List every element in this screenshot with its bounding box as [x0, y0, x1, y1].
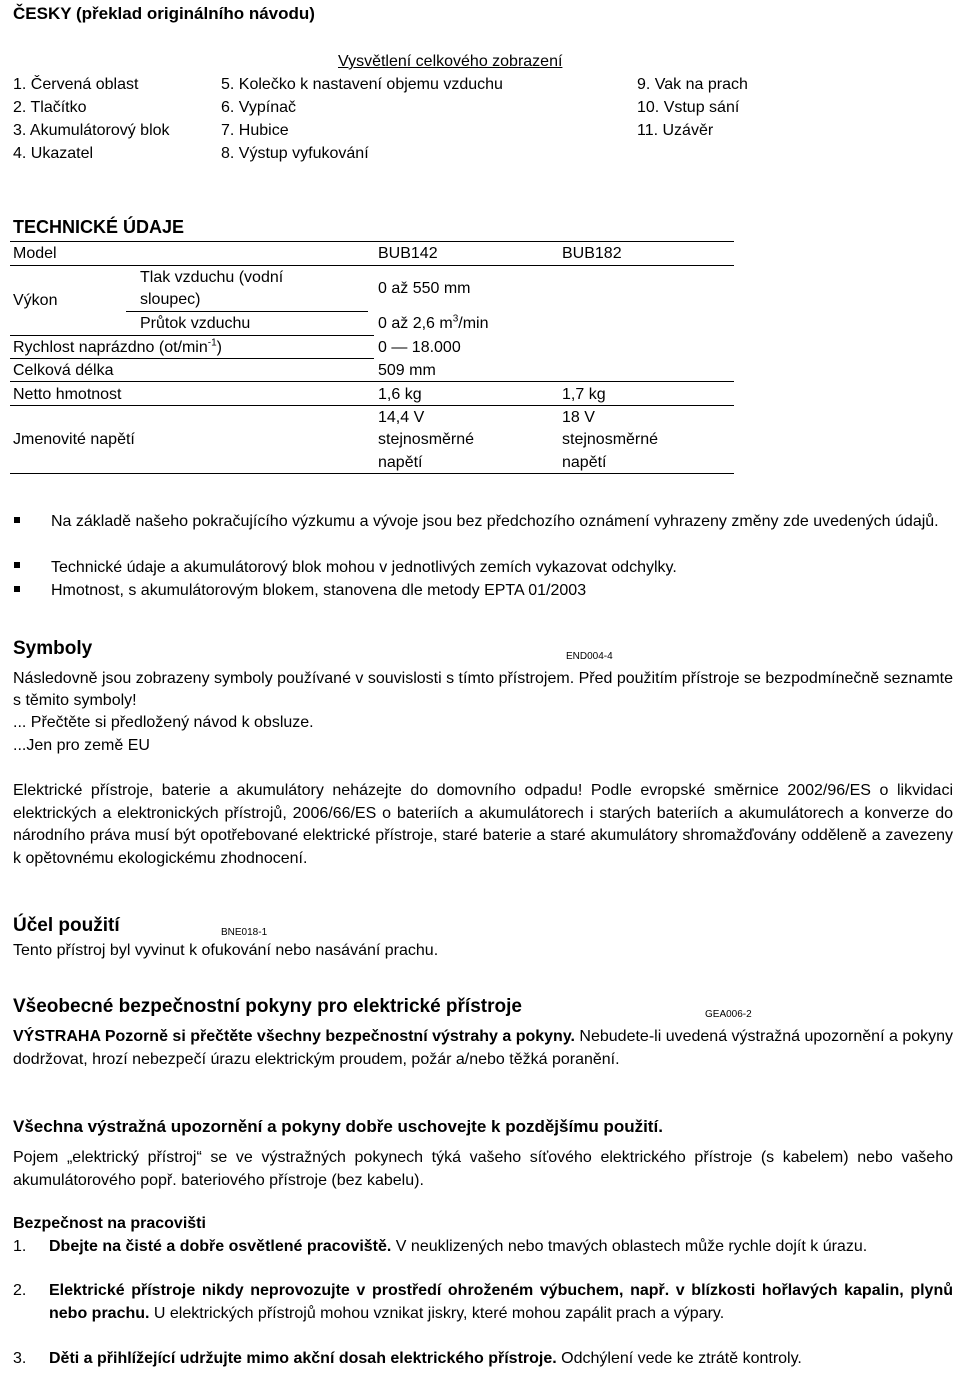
warning-rest: Nebudete-li uvedená výstražná upozornění a pokyny dodržovat, hrozí nebezpečí úrazu elektrickým proudem, požár a/nebo těžká poranění. — [13, 1028, 954, 1068]
note-item: Hmotnost, s akumulátorovým blokem, stanovena dle metody EPTA 01/2003 — [51, 582, 587, 599]
item-rest: Odchýlení vede ke ztrátě kontroly. — [556, 1350, 802, 1367]
list-item — [49, 1236, 953, 1259]
overview-title: Vysvětlení celkového zobrazení — [338, 53, 563, 70]
spec-value: BUB142 — [378, 245, 438, 262]
spec-label: Výkon — [13, 292, 58, 309]
spec-label: Celková délka — [13, 362, 114, 379]
symbols-intro: Následovně jsou zobrazeny symboly používané v souvislosti s tímto přístrojem. Před použitím přístroje se bezpodmínečně seznamte s těmito symboly! — [13, 670, 953, 709]
spec-value: 18 V — [562, 409, 595, 426]
item-bold: Elektrické přístroje nikdy neprovozujte v prostředí ohroženém výbuchem, např. v blízkosti hořlavých kapalin, plynů nebo prachu. — [49, 1282, 953, 1322]
symbol-read-manual: ... Přečtěte si předložený návod k obsluze. — [13, 714, 314, 731]
item-bold: Dbejte na čisté a dobře osvětlené pracoviště. — [49, 1238, 392, 1255]
symbols-code: END004-4 — [566, 651, 613, 662]
overview-item: 5. Kolečko k nastavení objemu vzduchu — [221, 76, 503, 93]
spec-value: BUB182 — [562, 245, 622, 262]
list-item — [49, 1348, 953, 1371]
flow-unit: /min — [458, 315, 489, 332]
spec-value: 14,4 V — [378, 409, 425, 426]
spec-label: Tlak vzduchu (vodní — [140, 269, 284, 286]
overview-item: 2. Tlačítko — [13, 99, 87, 116]
bullet-icon — [14, 586, 20, 592]
overview-item: 10. Vstup sání — [637, 99, 740, 116]
spec-value — [378, 312, 489, 335]
spec-label: Průtok vzduchu — [140, 315, 251, 332]
item-rest: V neuklizených nebo tmavých oblastech může rychle dojít k úrazu. — [391, 1238, 868, 1255]
spec-value: stejnosměrné — [378, 431, 475, 448]
spec-value: napětí — [562, 454, 607, 471]
symbols-title: Symboly — [13, 638, 93, 659]
overview-item: 4. Ukazatel — [13, 145, 94, 162]
spec-label — [13, 336, 222, 359]
flow-sup: 3 — [452, 313, 459, 325]
bullet-icon — [14, 562, 20, 568]
spec-label: Netto hmotnost — [13, 386, 122, 403]
list-number: 3. — [13, 1350, 27, 1367]
list-item — [49, 1280, 953, 1325]
workplace-title: Bezpečnost na pracovišti — [13, 1215, 206, 1232]
overview-item: 8. Výstup vyfukování — [221, 145, 369, 162]
speed-end: ) — [216, 339, 222, 356]
speed-sup: -1 — [207, 337, 217, 349]
list-number: 1. — [13, 1238, 27, 1255]
overview-item: 3. Akumulátorový blok — [13, 122, 170, 139]
specs-title: TECHNICKÉ ÚDAJE — [13, 217, 185, 237]
spec-label: sloupec) — [140, 291, 201, 308]
purpose-text: Tento přístroj byl vyvinut k ofukování nebo nasávání prachu. — [13, 942, 439, 959]
overview-item: 7. Hubice — [221, 122, 289, 139]
safety-warning — [13, 1025, 953, 1071]
item-bold: Děti a přihlížející udržujte mimo akční dosah elektrického přístroje. — [49, 1350, 557, 1367]
spec-value: 1,7 kg — [562, 386, 606, 403]
warning-bold: VÝSTRAHA Pozorně si přečtěte všechny bezpečnostní výstrahy a pokyny. — [13, 1028, 575, 1045]
spec-label: Model — [13, 245, 57, 262]
overview-item: 1. Červená oblast — [13, 76, 139, 93]
overview-item: 9. Vak na prach — [637, 76, 748, 93]
bullet-icon — [14, 517, 20, 523]
overview-item: 11. Uzávěr — [637, 122, 714, 139]
term-definition: Pojem „elektrický přístroj“ se ve výstražných pokynech týká vašeho síťového elektrického přístroje (s kabelem) nebo vašeho akumulátorového popř. bateriového přístroje (bez kabelu). — [13, 1149, 953, 1189]
speed-label: Rychlost naprázdno (ot/min — [13, 339, 208, 356]
purpose-code: BNE018-1 — [221, 927, 268, 938]
overview-item: 6. Vypínač — [221, 99, 297, 116]
spec-label: Jmenovité napětí — [13, 431, 135, 448]
note-item: Technické údaje a akumulátorový blok mohou v jednotlivých zemích vykazovat odchylky. — [51, 559, 677, 576]
list-number: 2. — [13, 1282, 27, 1299]
keep-instructions-title: Všechna výstražná upozornění a pokyny dobře uschovejte k pozdějšímu použití. — [13, 1117, 663, 1136]
note-item: Na základě našeho pokračujícího výzkumu a vývoje jsou bez předchozího oznámení vyhrazeny změny zde uvedených údajů. — [51, 513, 939, 530]
page-title: ČESKY (překlad originálního návodu) — [13, 4, 315, 23]
spec-value: stejnosměrné — [562, 431, 659, 448]
symbol-eu-only: ...Jen pro země EU — [13, 737, 150, 754]
flow-main: 0 až 2,6 m — [378, 315, 453, 332]
eu-disposal-text: Elektrické přístroje, baterie a akumulátory neházejte do domovního odpadu! Podle evropské směrnice 2002/96/ES o likvidaci elektrických a elektronických přístrojů, 2006/66/ES o bateriích a akumulátorech i starých bateriích a akumulátorech a konverze do národního práva musí být opotřebované elektrické přístroje, staré baterie a staré akumulátory shromažďovány odděleně a zavezeny k opětovnému ekologickému zhodnocení. — [13, 782, 953, 867]
item-rest: U elektrických přístrojů mohou vznikat jiskry, které mohou zapálit prach a výpary. — [149, 1304, 725, 1322]
spec-value: 509 mm — [378, 362, 436, 379]
spec-value: 0 — 18.000 — [378, 339, 461, 356]
safety-title: Všeobecné bezpečnostní pokyny pro elektrické přístroje — [13, 996, 522, 1017]
purpose-title: Účel použití — [13, 915, 120, 936]
spec-value: napětí — [378, 454, 423, 471]
spec-value: 0 až 550 mm — [378, 280, 471, 297]
safety-code: GEA006-2 — [705, 1009, 752, 1020]
spec-value: 1,6 kg — [378, 386, 422, 403]
